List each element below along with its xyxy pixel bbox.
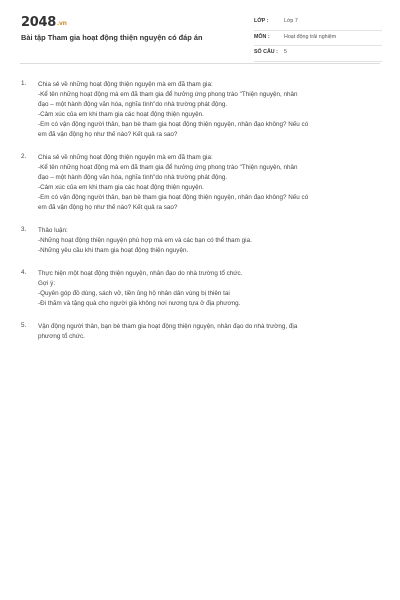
- meta-panel: [254, 15, 382, 62]
- question-line: -Cảm xúc của em khi tham gia các hoạt động thiện nguyện.: [38, 184, 204, 191]
- question-line: -Đi thăm và tặng quà cho người già không nơi nương tựa ở địa phương.: [38, 300, 241, 307]
- question-line: -Em có vận động người thân, bạn bè tham gia hoạt động thiện nguyện, nhân đạo không? Nếu có: [38, 194, 309, 201]
- question-line: -Cảm xúc của em khi tham gia các hoạt động thiện nguyện.: [38, 111, 204, 118]
- question-body: [38, 226, 383, 256]
- meta-row-class: [254, 15, 382, 31]
- question-item: [21, 80, 383, 140]
- question-list: [21, 80, 383, 355]
- question-line: Chia sẻ về những hoạt động thiện nguyện mà em đã tham gia:: [38, 81, 213, 88]
- question-line: Vận động người thân, bạn bè tham gia hoạt động thiện nguyện, nhân đạo do nhà trường, địa: [38, 323, 298, 330]
- question-number: 2.: [21, 153, 27, 160]
- question-number: 3.: [21, 226, 27, 233]
- question-body: [38, 322, 383, 342]
- question-line: đạo – một hành động văn hóa, nghĩa tình"do nhà trường phát động.: [38, 174, 228, 181]
- question-line: phương tổ chức.: [38, 333, 85, 340]
- question-line: Thực hiện một hoạt động thiện nguyện, nhân đạo do nhà trường tổ chức.: [38, 270, 243, 277]
- question-number: 4.: [21, 269, 27, 276]
- meta-key: SỐ CÂU :: [254, 49, 278, 55]
- logo-suffix: .vn: [56, 20, 67, 27]
- meta-key: MÔN :: [254, 33, 270, 40]
- question-body: [38, 80, 383, 140]
- page-header: [0, 0, 400, 64]
- question-line: -Kể tên những hoạt động mà em đã tham gia để hưởng ứng phong trào "Thiện nguyện, nhân: [38, 91, 298, 98]
- question-line: -Những yêu cầu khi tham gia hoạt động thiện nguyện.: [38, 247, 189, 254]
- question-line: Gợi ý:: [38, 280, 56, 287]
- site-logo[interactable]: [21, 15, 67, 30]
- question-number: 1.: [21, 80, 27, 87]
- question-number: 5.: [21, 322, 27, 329]
- question-item: [21, 322, 383, 342]
- question-line: -Kể tên những hoạt động mà em đã tham gia để hưởng ứng phong trào "Thiện nguyện, nhân: [38, 164, 298, 171]
- question-line: em đã vận động họ như thế nào? Kết quả ra sao?: [38, 204, 178, 211]
- question-line: -Những hoạt động thiện nguyện phù hợp mà em và các bạn có thể tham gia.: [38, 237, 252, 244]
- meta-row-question-count: [254, 46, 382, 62]
- question-body: [38, 269, 383, 309]
- document-title: Bài tập Tham gia hoạt động thiện nguyện có đáp án: [21, 33, 203, 42]
- question-item: [21, 153, 383, 213]
- meta-key: LỚP :: [254, 18, 269, 24]
- question-line: đạo – một hành động văn hóa, nghĩa tình"do nhà trường phát động.: [38, 101, 228, 108]
- question-item: [21, 269, 383, 309]
- meta-value: 5: [284, 49, 287, 55]
- question-line: Thảo luận:: [38, 227, 68, 234]
- question-line: em đã vận động họ như thế nào? Kết quả ra sao?: [38, 131, 178, 138]
- question-body: [38, 153, 383, 213]
- question-item: [21, 226, 383, 256]
- question-line: -Quyên góp đồ dùng, sách vở, tiền ủng hộ nhân dân vùng bị thiên tai: [38, 290, 230, 297]
- meta-value: Hoạt động trải nghiệm: [284, 33, 337, 40]
- question-line: -Em có vận động người thân, bạn bè tham gia hoạt động thiện nguyện, nhân đạo không? Nếu có: [38, 121, 309, 128]
- meta-value: Lớp 7: [284, 18, 298, 24]
- question-line: Chia sẻ về những hoạt động thiện nguyện mà em đã tham gia:: [38, 154, 213, 161]
- header-divider: [20, 63, 380, 64]
- logo-main: 2048: [21, 15, 56, 30]
- meta-row-subject: [254, 31, 382, 47]
